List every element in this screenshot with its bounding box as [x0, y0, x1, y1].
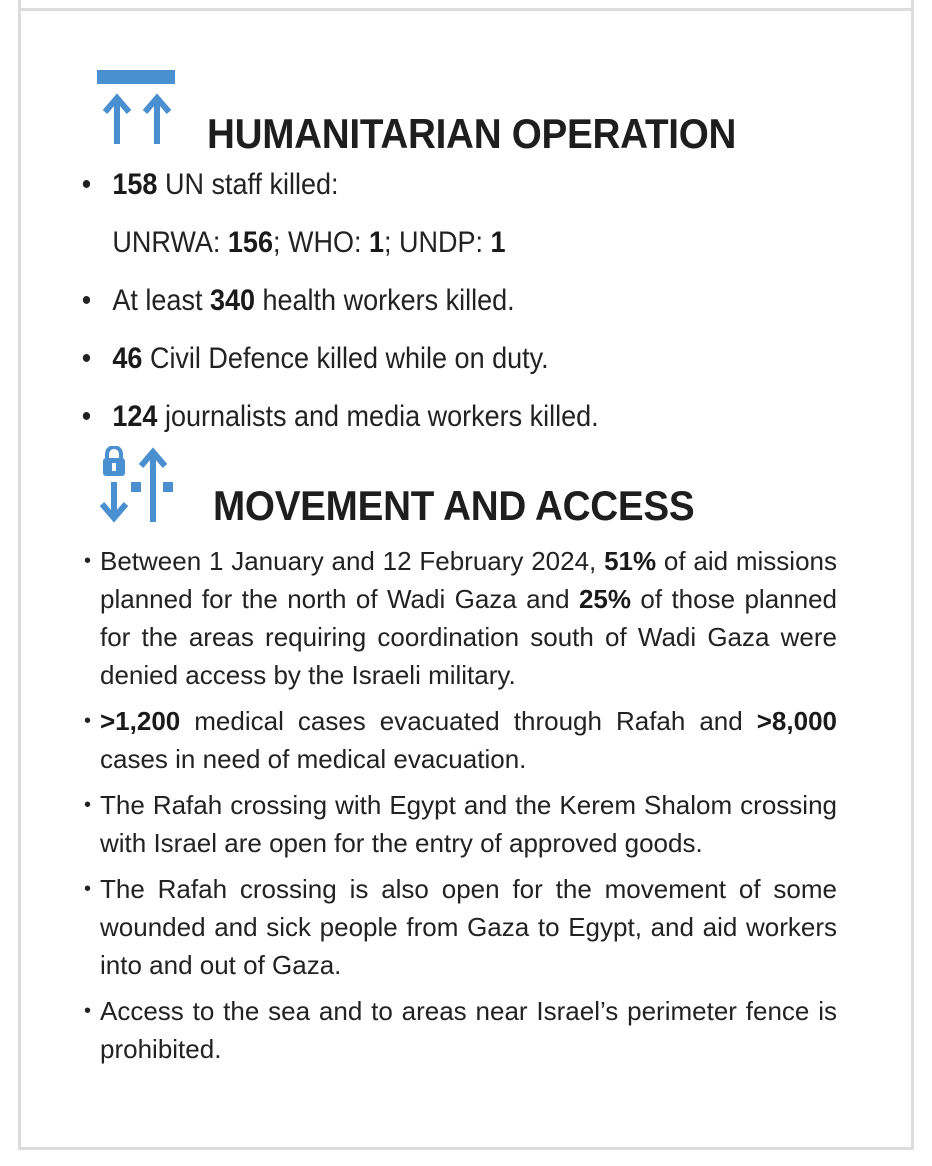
humanitarian-heading	[80, 68, 850, 168]
stat-value: 46	[112, 342, 143, 375]
unrwa-value: 156	[227, 226, 273, 259]
list-item	[80, 282, 773, 320]
item-text: • The Rafah crossing is also open for the movement of some wounded and sick people from Gaza to Egypt, and aid workers into and out of Gaza.	[100, 874, 837, 980]
humanitarian-list	[80, 166, 850, 436]
stat-value: 340	[209, 284, 256, 317]
list-item	[80, 166, 773, 262]
undp-label: ; UNDP:	[383, 226, 491, 259]
stat-value: >1,200	[100, 706, 181, 736]
stat-text: Civil Defence killed while on duty.	[142, 342, 549, 375]
stat-text: UN staff killed:	[157, 168, 339, 201]
un-breakdown	[112, 224, 773, 262]
list-item	[80, 702, 850, 778]
who-label: ; WHO:	[272, 226, 369, 259]
item-text: Between 1 January and 12 February 2024,	[100, 546, 605, 576]
humanitarian-title: HUMANITARIAN OPERATION	[207, 110, 737, 157]
stat-prefix: At least	[112, 284, 210, 317]
movement-title: MOVEMENT AND ACCESS	[213, 482, 695, 529]
undp-value: 1	[490, 226, 506, 259]
upload-arrows-icon	[97, 68, 177, 148]
list-item	[80, 870, 850, 984]
item-text: of those planned for the areas requiring coordination south of Wadi Gaza were denied access by the Israeli military.	[100, 584, 837, 690]
stat-value: >8,000	[756, 706, 837, 736]
item-text: medical cases evacuated through Rafah and	[180, 706, 757, 736]
item-text: of aid missions planned for the north of Wadi Gaza and	[100, 546, 838, 614]
list-item	[80, 340, 773, 378]
humanitarian-operation-section	[80, 68, 850, 456]
who-value: 1	[368, 226, 384, 259]
movement-list	[80, 542, 850, 1068]
stat-value: 158	[112, 168, 158, 201]
item-text: • The Rafah crossing with Egypt and the Kerem Shalom crossing with Israel are open for the entry of approved goods.	[100, 790, 837, 858]
lock-movement-arrows-icon	[97, 446, 181, 530]
movement-access-section	[80, 446, 850, 1076]
list-item	[80, 992, 850, 1068]
list-item	[80, 542, 850, 694]
stat-value: 124	[112, 400, 158, 433]
stat-value: 25%	[578, 584, 631, 614]
stat-text: health workers killed.	[255, 284, 515, 317]
list-item	[80, 398, 773, 436]
movement-heading	[80, 446, 850, 546]
item-text: cases in need of medical evacuation.	[100, 744, 527, 774]
stat-value: 51%	[604, 546, 657, 576]
list-item	[80, 786, 850, 862]
item-text: • Access to the sea and to areas near Israel’s perimeter fence is prohibited.	[100, 996, 837, 1064]
unrwa-label: UNRWA:	[112, 226, 228, 259]
stat-text: journalists and media workers killed.	[157, 400, 599, 433]
